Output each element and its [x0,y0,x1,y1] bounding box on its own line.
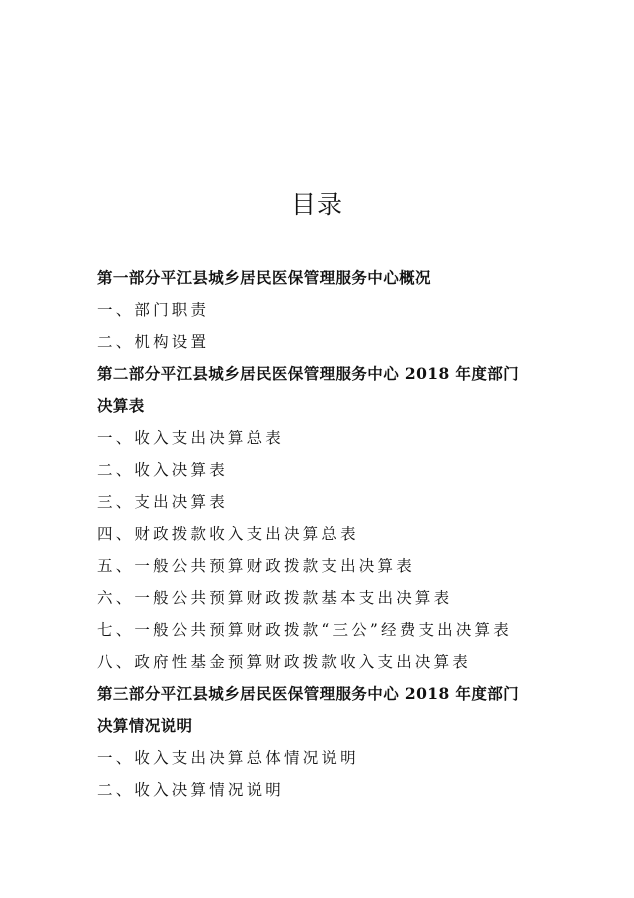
table-of-contents [97,262,567,806]
toc-part2-heading-line1: 第二部分平江县城乡居民医保管理服务中心 2018 年度部门 [97,364,520,383]
toc-part2-heading-line2: 决算表 [97,396,145,415]
toc-part3-heading-line1: 第三部分平江县城乡居民医保管理服务中心 2018 年度部门 [97,684,520,703]
toc-item: 八、政府性基金预算财政拨款收入支出决算表 [97,653,472,671]
toc-item: 四、财政拨款收入支出决算总表 [97,525,359,543]
toc-item: 一、收入支出决算总表 [97,429,285,447]
toc-item: 七、一般公共预算财政拨款“三公”经费支出决算表 [97,621,512,639]
toc-item: 二、机构设置 [97,333,210,351]
toc-part1-heading: 第一部分平江县城乡居民医保管理服务中心概况 [97,268,431,287]
toc-item: 一、部门职责 [97,301,210,319]
toc-item: 六、一般公共预算财政拨款基本支出决算表 [97,589,453,607]
page-title: 目录 [290,190,343,219]
toc-item: 三、支出决算表 [97,493,228,511]
toc-item: 五、一般公共预算财政拨款支出决算表 [97,557,415,575]
toc-item: 一、收入支出决算总体情况说明 [97,749,359,767]
toc-item: 二、收入决算表 [97,461,228,479]
toc-item: 二、收入决算情况说明 [97,781,285,799]
toc-part3-heading-line2: 决算情况说明 [97,716,193,735]
